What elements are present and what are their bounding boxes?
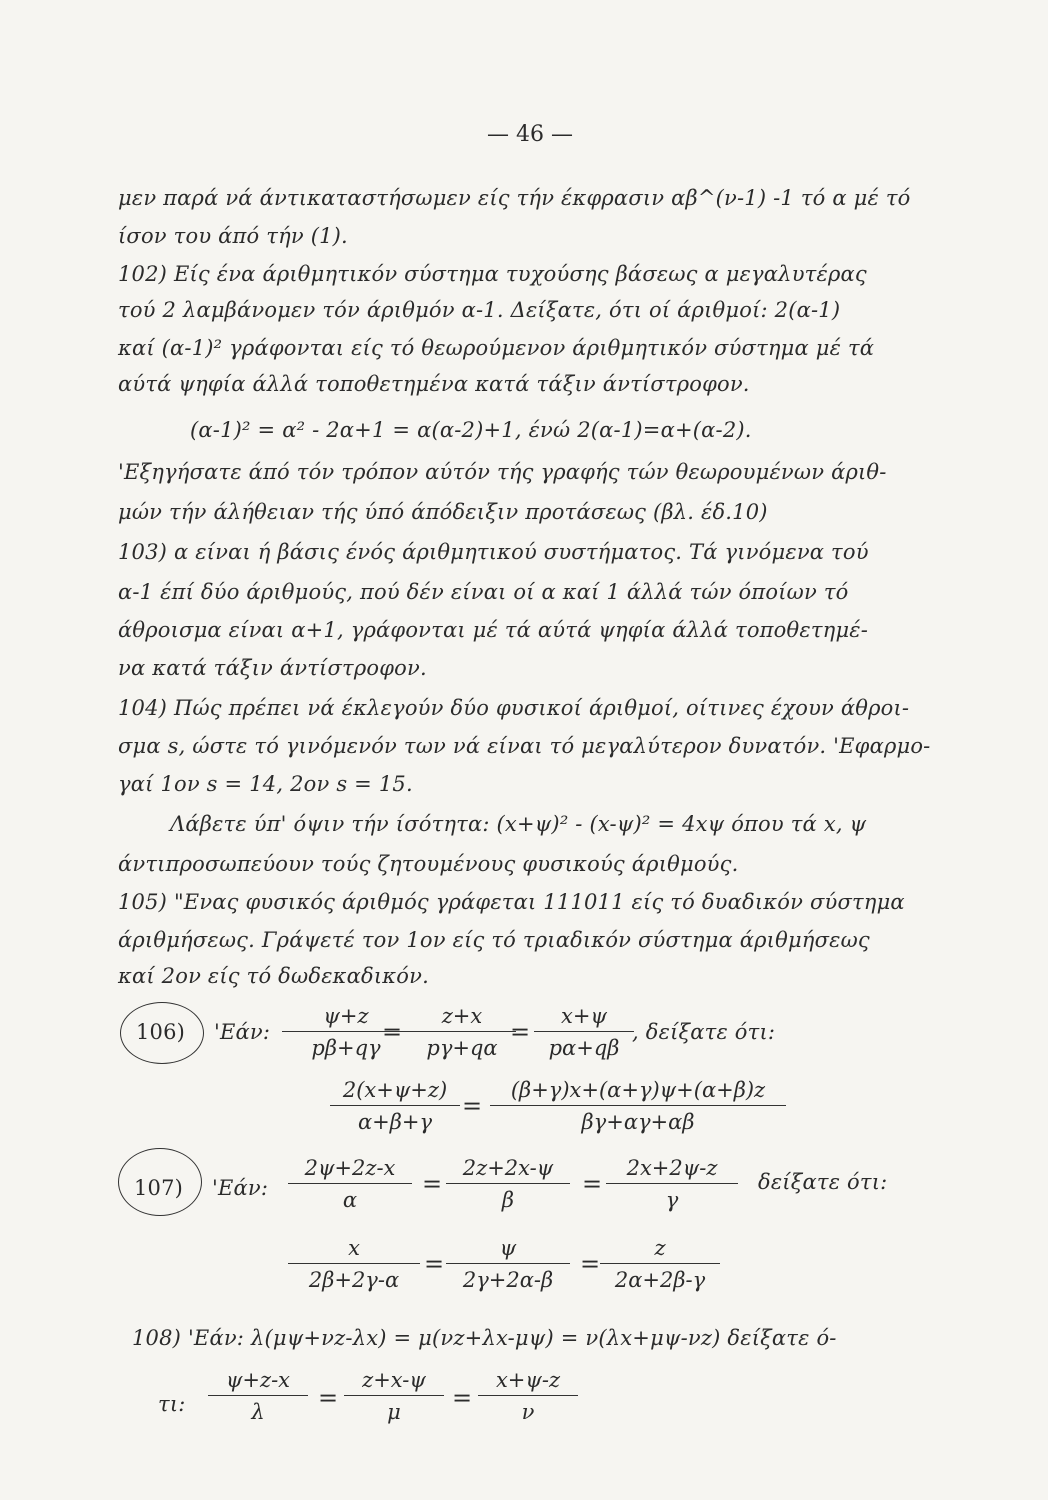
fraction-denominator: 2γ+2α-β <box>462 1268 554 1292</box>
problem-107-deixate: δείξατε ότι: <box>758 1170 888 1194</box>
problem-106-ean: 'Εάν: <box>214 1020 271 1044</box>
fraction-denominator: γ <box>665 1188 679 1212</box>
problem-102-line-6: 'Εξηγήσατε άπό τόν τρόπον αύτόν τής γραφής τών θεωρουμένων άριθ- <box>118 460 887 484</box>
problem-102-line-2: τού 2 λαμβάνομεν τόν άριθμόν α-1. Δείξατε, ότι οί άριθμοί: 2(α-1) <box>118 298 841 322</box>
equals-sign: = <box>452 1384 473 1412</box>
problem-103-line-3: άθροισμα είναι α+1, γράφονται μέ τά αύτά ψηφία άλλά τοποθετημέ- <box>118 618 869 642</box>
equals-sign: = <box>462 1092 483 1120</box>
problem-104-line-1: 104) Πώς πρέπει νά έκλεγούν δύο φυσικοί άριθμοί, οίτινες έχουν άθροι- <box>118 696 910 720</box>
fraction-denominator: ν <box>521 1400 535 1424</box>
fraction-numerator: 2x+2ψ-z <box>626 1156 718 1180</box>
problem-102-line-7: μών τήν άλήθειαν τής ύπό άπόδειξιν προτάσεως (βλ. έδ.10) <box>118 500 768 524</box>
fraction-numerator: (β+γ)x+(α+γ)ψ+(α+β)z <box>510 1078 766 1102</box>
problem-107-fraction-3 <box>606 1156 738 1212</box>
fraction-denominator: λ <box>251 1400 265 1424</box>
fraction-denominator: 2β+2γ-α <box>308 1268 400 1292</box>
equals-sign: = <box>580 1250 601 1278</box>
problem-107-result-2 <box>446 1236 570 1292</box>
problem-104-line-5: άντιπροσωπεύουν τούς ζητουμένους φυσικούς άριθμούς. <box>118 852 739 876</box>
problem-102-line-1: 102) Είς ένα άριθμητικόν σύστημα τυχούσης βάσεως α μεγαλυτέρας <box>118 262 867 286</box>
fraction-numerator: z <box>654 1236 666 1260</box>
fraction-denominator: pα+qβ <box>548 1036 620 1060</box>
problem-102-line-4: αύτά ψηφία άλλά τοποθετημένα κατά τάξιν άντίστροφον. <box>118 372 750 396</box>
equals-sign: = <box>422 1170 443 1198</box>
fraction-denominator: μ <box>387 1400 401 1424</box>
equals-sign: = <box>582 1170 603 1198</box>
problem-104-line-2: σμα s, ώστε τό γινόμενόν των νά είναι τό μεγαλύτερον δυνατόν. 'Εφαρμο- <box>118 734 931 758</box>
problem-103-line-2: α-1 έπί δύο άριθμούς, πού δέν είναι οί α καί 1 άλλά τών όποίων τό <box>118 580 849 604</box>
fraction-numerator: x <box>348 1236 360 1260</box>
problem-108-fraction-2 <box>344 1368 444 1424</box>
problem-105-line-3: καί 2ον είς τό δωδεκαδικόν. <box>118 964 429 988</box>
fraction-numerator: ψ+z-x <box>225 1368 291 1392</box>
equals-sign: = <box>424 1250 445 1278</box>
problem-106-deixate: , δείξατε ότι: <box>632 1020 776 1044</box>
fraction-numerator: ψ+z <box>323 1004 369 1028</box>
problem-105-line-1: 105) "Ενας φυσικός άριθμός γράφεται 111011 είς τό δυαδικόν σύστημα <box>118 890 905 914</box>
fraction-numerator: z+x <box>441 1004 483 1028</box>
fraction-numerator: x+ψ <box>561 1004 607 1028</box>
problem-105-line-2: άριθμήσεως. Γράψετέ τον 1ον είς τό τριαδικόν σύστημα άριθμήσεως <box>118 928 870 952</box>
problem-107-label: 107) <box>134 1176 184 1200</box>
problem-106-fraction-3 <box>534 1004 634 1060</box>
fraction-numerator: z+x-ψ <box>362 1368 426 1392</box>
problem-108-line-1: 108) 'Εάν: λ(μψ+νz-λx) = μ(νz+λx-μψ) = ν(λx+μψ-νz) δείξατε ό- <box>132 1326 837 1350</box>
problem-107-result-3 <box>600 1236 720 1292</box>
equals-sign: = <box>510 1018 531 1046</box>
fraction-numerator: x+ψ-z <box>495 1368 561 1392</box>
problem-107-ean: 'Εάν: <box>212 1176 269 1200</box>
problem-107-fraction-2 <box>446 1156 570 1212</box>
fraction-denominator: pβ+qγ <box>311 1036 381 1060</box>
problem-108-ti: τι: <box>158 1392 186 1416</box>
problem-106-result-right <box>490 1078 786 1134</box>
problem-106-result-left <box>330 1078 460 1134</box>
problem-104-line-3: γαί 1ον s = 14, 2ον s = 15. <box>118 772 413 796</box>
text-line-1: μεν παρά νά άντικαταστήσωμεν είς τήν έκφρασιν αβ^(ν-1) -1 τό α μέ τό <box>118 186 911 210</box>
equals-sign: = <box>318 1384 339 1412</box>
fraction-numerator: 2(x+ψ+z) <box>342 1078 448 1102</box>
fraction-numerator: 2z+2x-ψ <box>462 1156 554 1180</box>
fraction-denominator: α+β+γ <box>357 1110 433 1134</box>
problem-108-fraction-3 <box>478 1368 578 1424</box>
fraction-denominator: pγ+qα <box>426 1036 498 1060</box>
fraction-denominator: β <box>501 1188 515 1212</box>
problem-107-result-1 <box>288 1236 420 1292</box>
problem-103-line-4: να κατά τάξιν άντίστροφον. <box>118 656 427 680</box>
problem-107-fraction-1 <box>288 1156 412 1212</box>
problem-104-hint: Λάβετε ύπ' όψιν τήν ίσότητα: (x+ψ)² - (x-ψ)² = 4xψ όπου τά x, ψ <box>170 812 867 836</box>
text-line-2: ίσον του άπό τήν (1). <box>118 224 348 248</box>
fraction-numerator: 2ψ+2z-x <box>304 1156 396 1180</box>
problem-108-fraction-1 <box>208 1368 308 1424</box>
equals-sign: = <box>382 1018 403 1046</box>
problem-102-formula: (α-1)² = α² - 2α+1 = α(α-2)+1, ένώ 2(α-1)=α+(α-2). <box>190 418 752 442</box>
fraction-numerator: ψ <box>499 1236 517 1260</box>
problem-102-line-3: καί (α-1)² γράφονται είς τό θεωρούμενον άριθμητικόν σύστημα μέ τά <box>118 336 875 360</box>
fraction-denominator: βγ+αγ+αβ <box>581 1110 695 1134</box>
page-number: — 46 — <box>487 122 573 147</box>
problem-106-label: 106) <box>136 1020 186 1044</box>
problem-106-fraction-2 <box>408 1004 516 1060</box>
problem-103-line-1: 103) α είναι ή βάσις ένός άριθμητικού συστήματος. Τά γινόμενα τού <box>118 540 869 564</box>
fraction-denominator: 2α+2β-γ <box>614 1268 706 1292</box>
fraction-denominator: α <box>342 1188 358 1212</box>
